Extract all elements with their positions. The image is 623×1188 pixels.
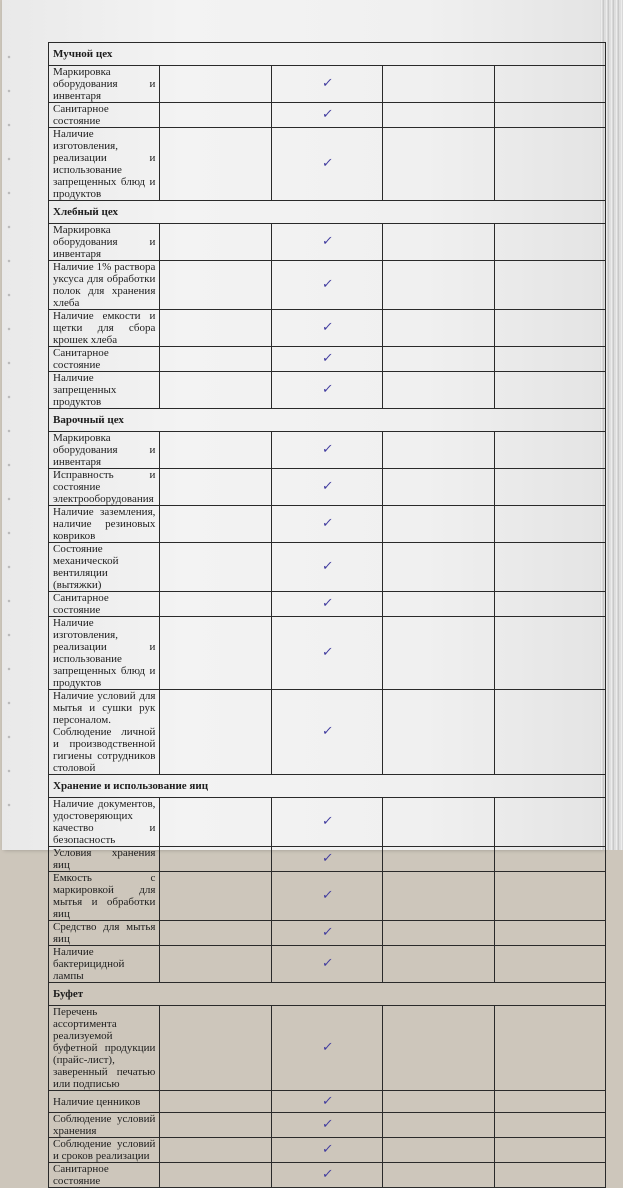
- blank-cell: [494, 128, 605, 201]
- blank-cell: [494, 921, 605, 946]
- checklist-row: [49, 592, 606, 617]
- check-cell: [271, 1006, 382, 1091]
- blank-cell: [160, 847, 271, 872]
- check-cell: [271, 224, 382, 261]
- blank-cell: [383, 1138, 494, 1163]
- criterion-label: Наличие изготовления, реализации и использование запрещенных блюд и продуктов: [49, 128, 160, 201]
- check-cell: [271, 1138, 382, 1163]
- checklist-row: [49, 103, 606, 128]
- blank-cell: [494, 469, 605, 506]
- section-header: [49, 43, 606, 66]
- checklist-row: [49, 66, 606, 103]
- criterion-label: Наличие бактерицидной лампы: [49, 946, 160, 983]
- checkmark-icon: ✓: [320, 925, 334, 940]
- checklist-row: [49, 872, 606, 921]
- blank-cell: [383, 506, 494, 543]
- blank-cell: [383, 66, 494, 103]
- section-header: [49, 201, 606, 224]
- blank-cell: [494, 1113, 605, 1138]
- criterion-label: Санитарное состояние: [49, 103, 160, 128]
- blank-cell: [383, 261, 494, 310]
- blank-cell: [383, 847, 494, 872]
- checklist-row: [49, 946, 606, 983]
- blank-cell: [160, 872, 271, 921]
- checkmark-icon: ✓: [320, 559, 334, 574]
- checklist-row: [49, 432, 606, 469]
- blank-cell: [383, 592, 494, 617]
- blank-cell: [160, 224, 271, 261]
- check-cell: [271, 1163, 382, 1188]
- check-cell: [271, 432, 382, 469]
- checkmark-icon: ✓: [320, 382, 334, 397]
- blank-cell: [494, 506, 605, 543]
- blank-cell: [160, 310, 271, 347]
- blank-cell: [494, 372, 605, 409]
- punch-dots: [4, 40, 14, 830]
- blank-cell: [494, 66, 605, 103]
- checkmark-icon: ✓: [320, 956, 334, 971]
- checklist-row: [49, 506, 606, 543]
- checklist-row: [49, 617, 606, 690]
- criterion-label: Маркировка оборудования и инвентаря: [49, 224, 160, 261]
- check-cell: [271, 372, 382, 409]
- check-cell: [271, 946, 382, 983]
- criterion-label: Соблюдение условий и сроков реализации: [49, 1138, 160, 1163]
- blank-cell: [383, 310, 494, 347]
- blank-cell: [494, 946, 605, 983]
- blank-cell: [160, 1163, 271, 1188]
- check-cell: [271, 506, 382, 543]
- criterion-label: Наличие 1% раствора уксуса для обработки полок для хранения хлеба: [49, 261, 160, 310]
- criterion-label: Маркировка оборудования и инвентаря: [49, 432, 160, 469]
- section-title: Мучной цех: [49, 43, 606, 66]
- inspection-checklist-table: [48, 42, 606, 1188]
- section-title: Варочный цех: [49, 409, 606, 432]
- criterion-label: Наличие заземления, наличие резиновых ковриков: [49, 506, 160, 543]
- check-cell: [271, 798, 382, 847]
- checkmark-icon: ✓: [320, 645, 334, 660]
- blank-cell: [383, 432, 494, 469]
- checkmark-icon: ✓: [320, 351, 334, 366]
- blank-cell: [383, 1006, 494, 1091]
- criterion-label: Наличие запрещенных продуктов: [49, 372, 160, 409]
- checkmark-icon: ✓: [320, 851, 334, 866]
- blank-cell: [494, 1006, 605, 1091]
- criterion-label: Условия хранения яиц: [49, 847, 160, 872]
- checkmark-icon: ✓: [320, 1142, 334, 1157]
- checkmark-icon: ✓: [320, 320, 334, 335]
- checkmark-icon: ✓: [320, 234, 334, 249]
- check-cell: [271, 469, 382, 506]
- criterion-label: Средство для мытья яиц: [49, 921, 160, 946]
- criterion-label: Наличие изготовления, реализации и использование запрещенных блюд и продуктов: [49, 617, 160, 690]
- blank-cell: [494, 310, 605, 347]
- blank-cell: [383, 946, 494, 983]
- blank-cell: [494, 103, 605, 128]
- checklist-row: [49, 543, 606, 592]
- check-cell: [271, 847, 382, 872]
- checklist-row: [49, 1163, 606, 1188]
- blank-cell: [160, 506, 271, 543]
- blank-cell: [160, 617, 271, 690]
- checklist-row: [49, 469, 606, 506]
- blank-cell: [160, 261, 271, 310]
- blank-cell: [160, 690, 271, 775]
- checklist-body: [49, 43, 606, 1188]
- blank-cell: [494, 690, 605, 775]
- check-cell: [271, 543, 382, 592]
- checklist-row: [49, 921, 606, 946]
- blank-cell: [160, 66, 271, 103]
- blank-cell: [160, 1113, 271, 1138]
- checkmark-icon: ✓: [320, 76, 334, 91]
- check-cell: [271, 103, 382, 128]
- check-cell: [271, 617, 382, 690]
- blank-cell: [383, 1113, 494, 1138]
- checklist-row: [49, 798, 606, 847]
- checklist-row: [49, 847, 606, 872]
- blank-cell: [494, 798, 605, 847]
- checkmark-icon: ✓: [320, 107, 334, 122]
- blank-cell: [494, 432, 605, 469]
- blank-cell: [494, 543, 605, 592]
- blank-cell: [494, 872, 605, 921]
- checkmark-icon: ✓: [320, 156, 334, 171]
- check-cell: [271, 921, 382, 946]
- checkmark-icon: ✓: [320, 1093, 334, 1109]
- section-title: Хлебный цех: [49, 201, 606, 224]
- criterion-label: Наличие документов, удостоверяющих качество и безопасность: [49, 798, 160, 847]
- check-cell: [271, 1091, 382, 1113]
- blank-cell: [160, 103, 271, 128]
- blank-cell: [494, 1163, 605, 1188]
- blank-cell: [494, 261, 605, 310]
- blank-cell: [494, 1138, 605, 1163]
- criterion-label: Емкость с маркировкой для мытья и обработки яиц: [49, 872, 160, 921]
- check-cell: [271, 128, 382, 201]
- checkmark-icon: ✓: [320, 596, 334, 611]
- criterion-label: Санитарное состояние: [49, 1163, 160, 1188]
- check-cell: [271, 872, 382, 921]
- blank-cell: [160, 798, 271, 847]
- checklist-row: [49, 1006, 606, 1091]
- blank-cell: [160, 128, 271, 201]
- blank-cell: [160, 347, 271, 372]
- blank-cell: [160, 1091, 271, 1113]
- check-cell: [271, 592, 382, 617]
- check-cell: [271, 690, 382, 775]
- checkmark-icon: ✓: [320, 516, 334, 531]
- blank-cell: [383, 372, 494, 409]
- blank-cell: [383, 1091, 494, 1113]
- blank-cell: [160, 432, 271, 469]
- check-cell: [271, 261, 382, 310]
- blank-cell: [494, 592, 605, 617]
- blank-cell: [494, 1091, 605, 1113]
- checkmark-icon: ✓: [320, 277, 334, 292]
- checkmark-icon: ✓: [320, 724, 334, 739]
- checklist-row: [49, 261, 606, 310]
- checklist-row: [49, 372, 606, 409]
- blank-cell: [160, 1006, 271, 1091]
- blank-cell: [160, 543, 271, 592]
- checklist-row: [49, 224, 606, 261]
- checkmark-icon: ✓: [320, 888, 334, 903]
- blank-cell: [160, 469, 271, 506]
- blank-cell: [383, 690, 494, 775]
- checklist-row: [49, 690, 606, 775]
- criterion-label: Перечень ассортимента реализуемой буфетной продукции (прайс-лист), заверенный печатью или подписью: [49, 1006, 160, 1091]
- checklist-row: [49, 1138, 606, 1163]
- blank-cell: [160, 946, 271, 983]
- checklist-row: [49, 128, 606, 201]
- blank-cell: [383, 921, 494, 946]
- blank-cell: [383, 543, 494, 592]
- checklist-row: [49, 1113, 606, 1138]
- criterion-label: Наличие условий для мытья и сушки рук персоналом. Соблюдение личной и производственной гигиены сотрудников столовой: [49, 690, 160, 775]
- section-header: [49, 775, 606, 798]
- blank-cell: [383, 347, 494, 372]
- blank-cell: [494, 847, 605, 872]
- blank-cell: [383, 128, 494, 201]
- blank-cell: [383, 224, 494, 261]
- blank-cell: [383, 103, 494, 128]
- blank-cell: [160, 592, 271, 617]
- criterion-label: Маркировка оборудования и инвентаря: [49, 66, 160, 103]
- checkmark-icon: ✓: [320, 442, 334, 457]
- checklist-row: [49, 347, 606, 372]
- blank-cell: [494, 347, 605, 372]
- checkmark-icon: ✓: [320, 1167, 334, 1182]
- checkmark-icon: ✓: [320, 1040, 334, 1055]
- criterion-label: Наличие емкости и щетки для сбора крошек хлеба: [49, 310, 160, 347]
- criterion-label: Соблюдение условий хранения: [49, 1113, 160, 1138]
- section-header: [49, 983, 606, 1006]
- checkmark-icon: ✓: [320, 814, 334, 829]
- checkmark-icon: ✓: [320, 1117, 334, 1132]
- blank-cell: [383, 798, 494, 847]
- check-cell: [271, 347, 382, 372]
- blank-cell: [160, 921, 271, 946]
- section-title: Буфет: [49, 983, 606, 1006]
- check-cell: [271, 66, 382, 103]
- checklist-row: [49, 310, 606, 347]
- criterion-label: Исправность и состояние электрооборудования: [49, 469, 160, 506]
- blank-cell: [383, 872, 494, 921]
- blank-cell: [160, 1138, 271, 1163]
- blank-cell: [160, 372, 271, 409]
- checklist-row: [49, 1091, 606, 1113]
- check-cell: [271, 310, 382, 347]
- blank-cell: [494, 617, 605, 690]
- criterion-label: Санитарное состояние: [49, 592, 160, 617]
- blank-cell: [494, 224, 605, 261]
- checkmark-icon: ✓: [320, 479, 334, 494]
- check-cell: [271, 1113, 382, 1138]
- criterion-label: Санитарное состояние: [49, 347, 160, 372]
- blank-cell: [383, 1163, 494, 1188]
- blank-cell: [383, 469, 494, 506]
- section-header: [49, 409, 606, 432]
- blank-cell: [383, 617, 494, 690]
- criterion-label: Наличие ценников: [49, 1091, 160, 1113]
- section-title: Хранение и использование яиц: [49, 775, 606, 798]
- criterion-label: Состояние механической вентиляции (вытяжки): [49, 543, 160, 592]
